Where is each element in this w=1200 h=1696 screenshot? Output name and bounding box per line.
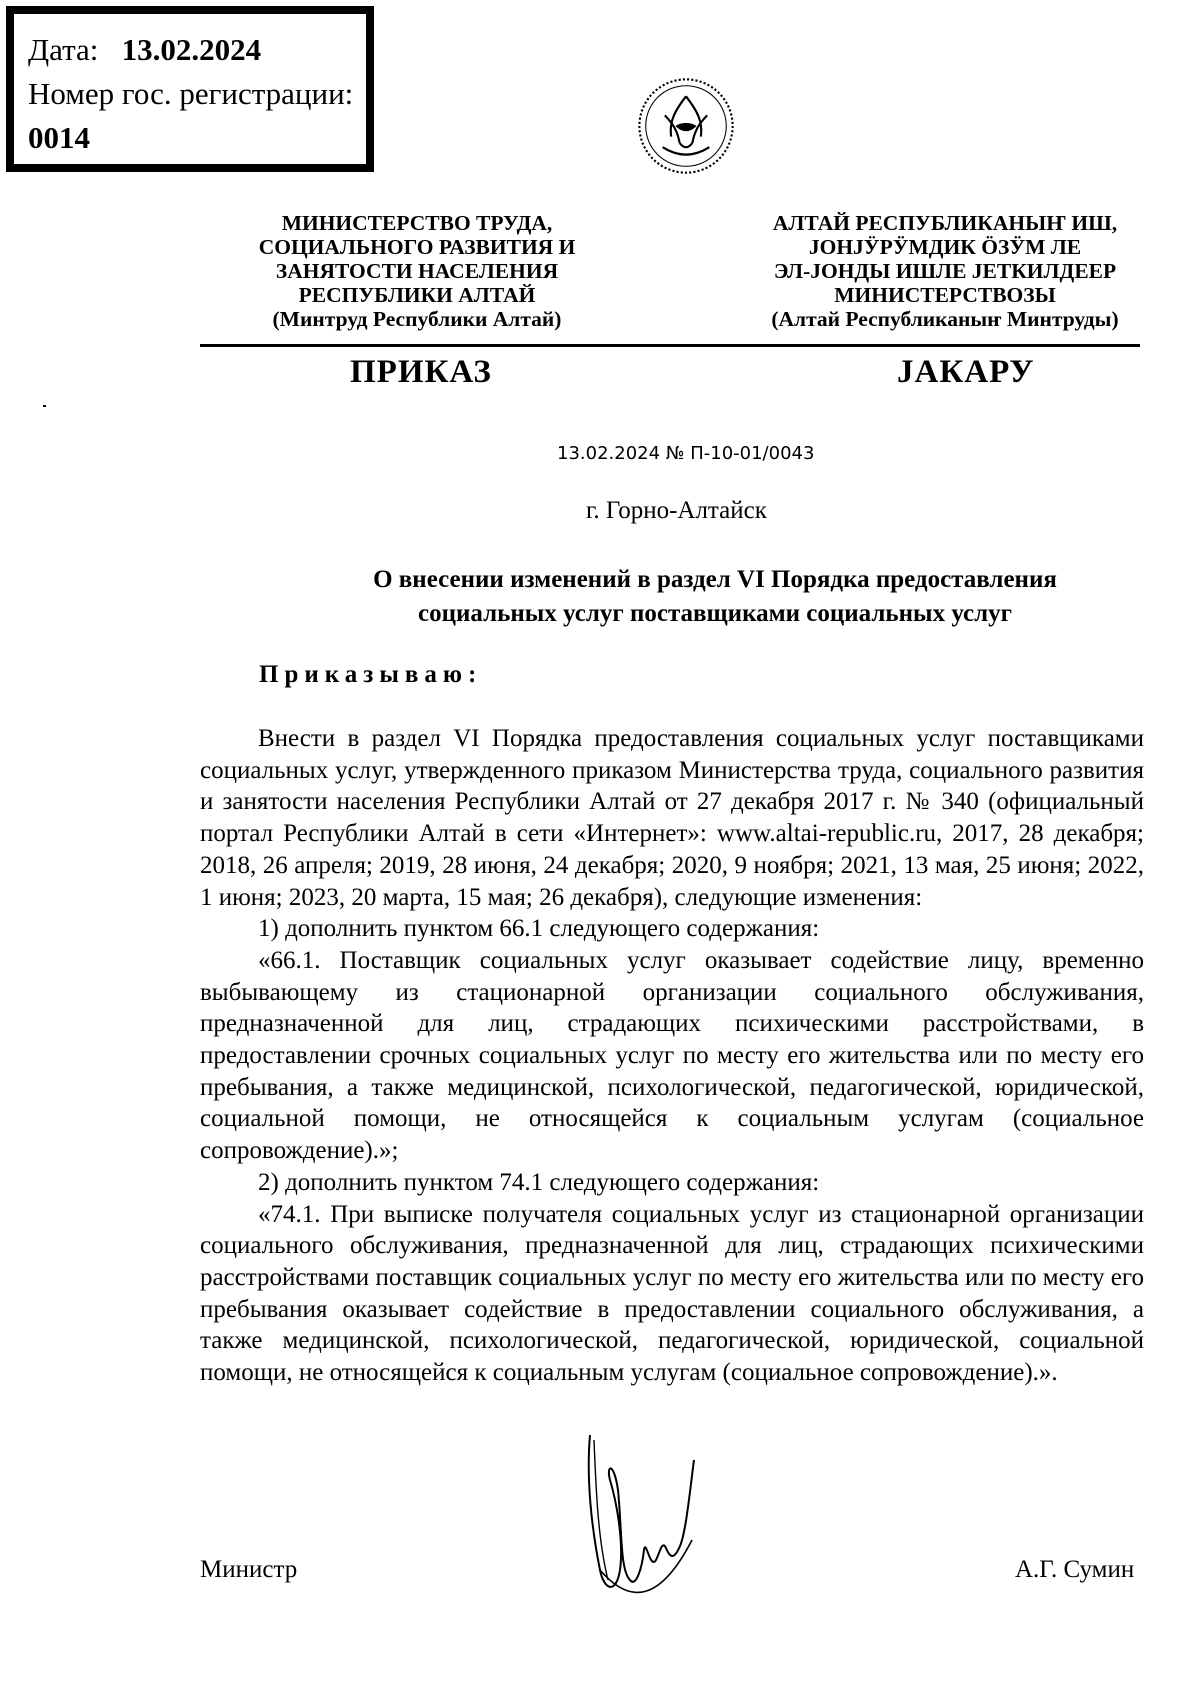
order-directive: Приказываю: bbox=[259, 661, 483, 688]
signer-position: Министр bbox=[200, 1556, 298, 1583]
registration-number-label: Номер гос. регистрации: bbox=[28, 76, 354, 111]
registration-date-label: Дата: bbox=[28, 32, 99, 67]
ministry-short-name-russian: (Минтруд Республики Алтай) bbox=[272, 307, 562, 331]
scan-speck bbox=[43, 405, 46, 407]
ministry-name-russian: МИНИСТЕРСТВО ТРУДА, СОЦИАЛЬНОГО РАЗВИТИЯ И ЗАНЯТОСТИ НАСЕЛЕНИЯ РЕСПУБЛИКИ АЛТАЙ (Минтруд Республики Алтай) bbox=[237, 211, 597, 331]
altai-republic-emblem-icon bbox=[633, 73, 739, 179]
body-paragraph-clause-74-1: «74.1. При выписке получателя социальных услуг из стационарной организации социального обслуживания, предназначенной для лиц, страдающих психическими расстройствами поставщик социальных услуг по месту его жительства или по месту его пребывания оказывает содействие в предоставлении социального обслуживания, а также медицинской, психологической, педагогической, юридической, социальной помощи, не относящейся к социальным услугам (социальное сопровождение).». bbox=[200, 1200, 1144, 1387]
document-type-russian: ПРИКАЗ bbox=[350, 354, 492, 390]
document-type-altai: ЈАКАРУ bbox=[897, 354, 1035, 390]
document-date-number: 13.02.2024 № П-10-01/0043 bbox=[557, 443, 815, 464]
signer-name: А.Г. Сумин bbox=[1015, 1556, 1135, 1583]
document-subject: О внесении изменений в раздел VI Порядка предоставления социальных услуг поставщиками социальных услуг bbox=[373, 566, 1057, 627]
body-paragraph-clause-66-1: «66.1. Поставщик социальных услуг оказывает содействие лицу, временно выбывающему из стационарной организации социального обслуживания, предназначенной для лиц, страдающих психическими расстройствами, в предоставлении срочных социальных услуг по месту его жительства или по месту его пребывания, а также медицинской, психологической, педагогической, юридической, социальной помощи, не относящейся к социальным услугам (социальное сопровождение).»; bbox=[200, 946, 1144, 1165]
registration-number-value: 0014 bbox=[28, 120, 90, 155]
registration-stamp-box bbox=[6, 6, 374, 172]
body-paragraph-item-2: 2) дополнить пунктом 74.1 следующего содержания: bbox=[258, 1168, 820, 1196]
registration-date-row bbox=[28, 28, 354, 72]
handwritten-signature bbox=[570, 1420, 730, 1620]
document-city: г. Горно-Алтайск bbox=[586, 497, 767, 524]
body-paragraph-item-1: 1) дополнить пунктом 66.1 следующего содержания: bbox=[258, 915, 820, 943]
document-body bbox=[200, 723, 1144, 1389]
header-divider bbox=[200, 344, 1140, 347]
body-paragraph-intro: Внести в раздел VI Порядка предоставления социальных услуг поставщиками социальных услуг, утвержденного приказом Министерства труда, социального развития и занятости населения Республики Алтай от 27 декабря 2017 г. № 340 (официальный портал Республики Алтай в сети «Интернет»: www.altai-republic.ru, 2017, 28 декабря; 2018, 26 апреля; 2019, 28 июня, 24 декабря; 2020, 9 ноября; 2021, 13 мая, 25 июня; 2022, 1 июня; 2023, 20 марта, 15 мая; 26 декабря), следующие изменения: bbox=[200, 725, 1144, 911]
ministry-short-name-altai: (Алтай Республиканыҥ Минтруды) bbox=[771, 307, 1119, 331]
ministry-name-altai: АЛТАЙ РЕСПУБЛИКАНЫҤ ИШ, ЈОНЈӰРӰМДИК ӦЗӰМ ЛЕ ЭЛ-ЈОНДЫ ИШЛЕ ЈЕТКИЛДЕЕР МИНИСТЕРСТВОЗЫ (Алтай Республиканыҥ Минтруды) bbox=[765, 211, 1125, 331]
registration-date-value: 13.02.2024 bbox=[121, 32, 262, 67]
